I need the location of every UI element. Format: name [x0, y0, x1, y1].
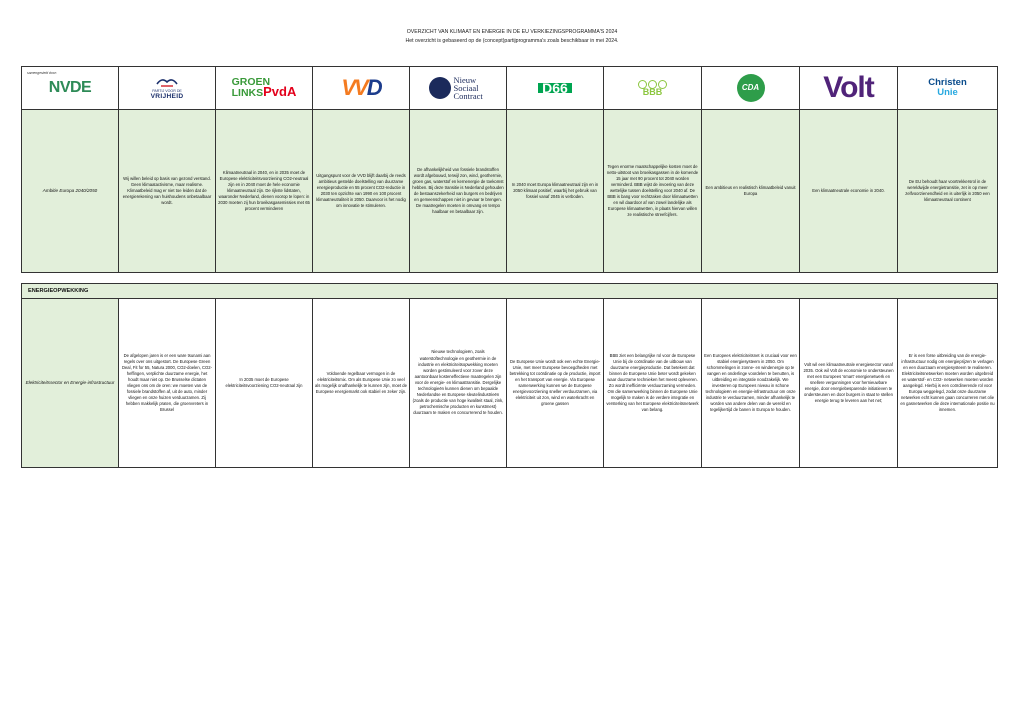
- document-header: [0, 28, 1024, 46]
- christenunie-logo: Christen Unie: [928, 77, 967, 98]
- ambition-cell-glpvda: Klimaatneutraal in 2040, en in 2035 moet de Europese elektriciteitsvoorziening CO2-neutraal zijn en in 2040 moet de hele economie klimaatneutraal zijn. De rijkste lidstaten, waaronder Nederland, dienen voorop te lopen: in 2030 moeten zij hun broeikasgasemissies met 65 procent verminderen: [216, 110, 313, 273]
- d66-logo-cell: [507, 67, 604, 110]
- ambition-cell-cda: Een ambitieus en realistisch klimaatbeleid vanuit Europa: [702, 110, 800, 273]
- nvde-logo: NVDE: [48, 78, 92, 96]
- ambition-cell-bbb: Tegen enorme maatschappelijke kosten moet de netto-uitstoot van broeikasgassen in de komende 15 jaar met 90 procent tot 2040 worden verminderd. BBB wijst de invoering van deze wettelijke tussen doelstelling voor 2040 af. De BBB is bang voor rechtzaken door klimaatwetten en wil daardoor af van zowel landelijke als Europese klimaatwetten, in plaats hiervan willen ze realistische streefcijfers.: [604, 110, 702, 273]
- overview-table-sheet: [21, 66, 997, 468]
- row-label-ambition: Ambitie Europa 2040/2050: [22, 110, 119, 273]
- electricity-cell-cu: Er is een forse uitbreiding van de energie-infrastructuur nodig om energieprijzen te verlagen en een duurzaam energiesysteem te realiseren. Elektriciteitsnetwerken moeten worden uitgebreid en waterstof- en CO2- netwerken moeten worden aangelegd. Hierbij is een coördinerende rol voor Europa weggelegd, zodat onze duurzame netwerken echt kunnen gaan concurreren met olie en gasnetwerken die deze internationale positie nu innemen.: [898, 299, 998, 468]
- nsc-logo: Nieuw Sociaal Contract: [412, 68, 504, 108]
- electricity-cell-vvd: Voldoende regelbaar vermogen in de elektriciteitsmix. Om als Europese Unie zo veel als mogelijk onafhankelijk te kunnen zijn, moet de Europese energiemarkt ook stabiel en zeker zijn.: [313, 299, 410, 468]
- ambition-cell-vvd: Uitgangspunt voor de VVD blijft daarbij de reeds ambitieus gestelde doelstelling van duurzame energieproductie en 55 procent CO2-reductie in 2030 ten opzichte van 1990 en 100 procent klimaatneutraliteit in 2050. Daarvoor is het nodig om innovatie te stimuleren.: [313, 110, 410, 273]
- pvv-logo-cell: [119, 67, 216, 110]
- ambition-cell-pvv: Wij willen beleid op basis van gezond verstand. Geen klimaatactivisme, maar realisme. Klimaatbeleid mag er niet toe leiden dat de energierekening van huishoudens onbetaalbaar wordt.: [119, 110, 216, 273]
- glpvda-logo-cell: [216, 67, 313, 110]
- ambition-row: [22, 110, 998, 273]
- electricity-cell-pvv: De afgelopen jaren is er een ware tsunami aan regels over ons uitgestort. De Europese Green Deal, Fit for 55, Natura 2000, CO2-doelen, CO2-heffingen, verplichte duurzame energie, het houdt maar niet op. De Brusselse dictaten vliegen ons om de oren: we moeten van de fossiele brandstoffen af, uit de auto, minder vliegen en onze huizen verduurzamen. Zij hebben makkelijk praten, die groenvreters in Brussel: [119, 299, 216, 468]
- spacer-row: [22, 273, 998, 284]
- section-title: ENERGIEOPWEKKING: [22, 284, 998, 299]
- d66-logo: D66: [509, 68, 601, 108]
- section-header-row: [22, 284, 998, 299]
- nsc-emblem-icon: [429, 77, 451, 99]
- vvd-logo-cell: [313, 67, 410, 110]
- nvde-logo-cell: [22, 67, 119, 110]
- electricity-cell-volt: Volt wil een klimaatneutrale energiesector vanaf 2035. Ook wil Volt de economie te ondersteunen met een Europees 'smart' energienetwerk en snellere vergunningen voor hernieuwbare energie, door energiebesparende initiatieven te ondersteunen en door burgers in staat te stellen energie terug te leveren aan het net;: [800, 299, 898, 468]
- bbb-logo-cell: [604, 67, 702, 110]
- ambition-cell-d66: In 2040 moet Europa klimaatneutraal zijn en in 2050 klimaat positief, waarbij het gebruik van fossiel vanaf 2045 is verboden.: [507, 110, 604, 273]
- row-label-electricity: Elektriciteitssector en Energie-infrastructuur: [22, 299, 119, 468]
- volt-logo: Volt: [823, 70, 874, 104]
- cda-logo-cell: [702, 67, 800, 110]
- ambition-cell-nsc: De afhankelijkheid van fossiele brandstoffen wordt afgebouwd, terwijl zon, wind, geothermie, groen gas, waterstof en kernenergie de toekomst hebben. Bij deze transitie is Nederland gehouden de bestaanszekerheid van burgers en bedrijven en gemeenschappen niet in gevaar te brengen. De maatregelen moeten in omvang en tempo haalbaar en betaalbaar zijn.: [410, 110, 507, 273]
- electricity-cell-glpvda: In 2035 moet de Europese elektriciteitsvoorziening CO2-neutraal zijn: [216, 299, 313, 468]
- electricity-cell-nsc: Nieuwe technologieën, zoals waterstoftechnologie en geothermie in de industrie en elektriciteitsopwekking moeten worden gestimuleerd voor zover deze aantoonbaar kosteneffectieve maatregelen zijn voor de energie- en klimaattransitie. Dergelijke technologieën kunnen dienen om bepaalde Nederlandse en Europese sleutelindustrieën (zoals de productie van hoge kwaliteit staal, zink, petrochemische producten en kunstmest) duurzaam te maken en concurrerend te houden.: [410, 299, 507, 468]
- glpvda-logo: GROEN LINKSPvdA: [231, 76, 297, 99]
- vvd-logo: V V D: [341, 74, 381, 100]
- electricity-cell-d66: De Europese Unie wordt ook een echte Energie-Unie, met meer Europese bevoegdheden met betrekking tot coördinatie op de productie, import en het transport van energie. Via Europese samenwerking kunnen we de Europese energievoorziening sneller verduurzamen, via elektriciteit uit zon, wind en waterkracht en groene gassen: [507, 299, 604, 468]
- overview-table: [21, 66, 998, 468]
- electricity-row: [22, 299, 998, 468]
- cda-logo: CDA: [704, 68, 797, 108]
- ambition-cell-cu: De EU behoudt haar voortrekkersrol in de wereldwijde energietransitie, zet in op meer zelfvoorzienendheid en is uiterlijk in 2050 een klimaatneutraal continent: [898, 110, 998, 273]
- cu-logo-cell: [898, 67, 998, 110]
- document-title: OVERZICHT VAN KLIMAAT EN ENERGIE IN DE EU VERKIEZINGSPROGRAMMA'S 2024: [406, 29, 618, 35]
- pvv-logo: PARTIJ VOOR DE VRIJHEID: [121, 68, 213, 108]
- electricity-cell-cda: Een Europees elektriciteitsnet is cruciaal voor een stabiel energiesysteem in 2050. Om schommelingen in zonne- en windenergie op te vangen en onderlinge voordelen te benutten, is uitbreiding en integratie noodzakelijk. We investeren op Europees niveau in schone technologieën en energie-infrastructuur om onze industrie te verduurzamen, minder afhankelijk te worden van andere delen van de wereld en tegelijkertijd de banen in Europa te houden.: [702, 299, 800, 468]
- nsc-logo-cell: [410, 67, 507, 110]
- bbb-logo: BBB: [606, 68, 699, 108]
- volt-logo-cell: [800, 67, 898, 110]
- document-subtitle: Het overzicht is gebaseerd op de (concept)partijprogramma's zoals beschikbaar in mei 2024.: [405, 38, 619, 44]
- ambition-cell-volt: Een klimaatneutrale economie in 2040.: [800, 110, 898, 273]
- pvv-gull-icon: [156, 76, 178, 88]
- electricity-cell-bbb: BBB ziet een belangrijke rol voor de Europese Unie bij de coördinatie van de uitbouw van duurzame energieproductie. Dat betekent dat binnen de Europese Unie beter wordt gekeken waar duurzame technieken het meest opleveren. Zo wordt inefficiënte verduurzaming vermeden. Om die samenwerking binnen de Europese Unie mogelijk te maken is de verdere integratie en versterking van het Europese elektriciteitsnetwerk van belang.: [604, 299, 702, 468]
- party-logo-row: [22, 67, 998, 110]
- compiled-by-note: samengesteld door:: [27, 71, 57, 75]
